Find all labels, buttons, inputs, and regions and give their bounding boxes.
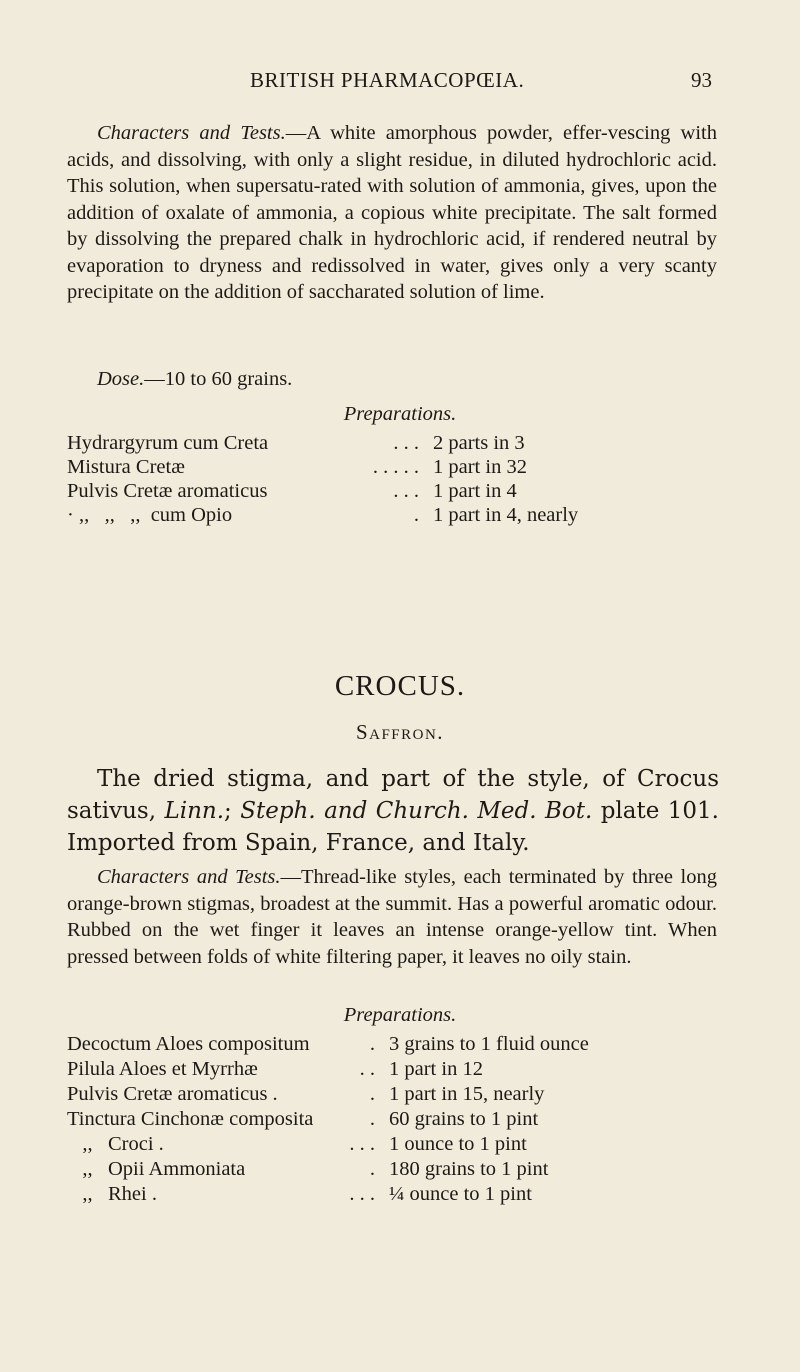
prep-leader: .: [369, 1033, 375, 1055]
prep-row: [67, 431, 578, 455]
creta-characters-label: Characters and Tests.: [97, 122, 286, 144]
prep-row: [67, 1107, 589, 1132]
prep-name: Decoctum Aloes compositum: [67, 1033, 310, 1055]
crocus-characters-label: Characters and Tests.: [97, 866, 281, 888]
running-head: BRITISH PHARMACOPŒIA.: [250, 68, 525, 92]
creta-dose: [97, 368, 292, 391]
creta-preparations-heading: Preparations.: [343, 403, 457, 425]
crocus-description-start: The dried stigma, and part of the style, of Crocus sativus,: [67, 766, 719, 824]
prep-leader: . . .: [349, 1133, 375, 1155]
prep-row: [67, 455, 578, 479]
prep-value: 2 parts in 3: [433, 432, 525, 454]
crocus-description-end: plate 101. Imported from Spain, France, and Italy.: [67, 798, 719, 856]
prep-leader: . . .: [393, 480, 419, 502]
crocus-description: [67, 763, 719, 859]
crocus-preparations-table: [67, 1032, 589, 1207]
prep-row: [67, 1032, 589, 1057]
dose-text: —10 to 60 grains.: [144, 368, 293, 390]
prep-leader: .: [413, 504, 419, 526]
prep-name: Hydrargyrum cum Creta: [67, 432, 269, 454]
prep-row: [67, 1082, 589, 1107]
crocus-subtitle: Saffron.: [355, 720, 445, 744]
page-number: 93: [691, 68, 712, 92]
prep-value: 1 part in 32: [433, 456, 527, 478]
prep-value: 1 part in 12: [389, 1058, 483, 1080]
crocus-description-linn: Linn.: [164, 798, 225, 824]
prep-leader: .: [369, 1083, 375, 1105]
prep-row: [67, 1132, 589, 1157]
prep-value: 1 part in 4: [433, 480, 517, 502]
prep-leader: . .: [359, 1058, 375, 1080]
prep-name: Pulvis Cretæ aromaticus .: [67, 1083, 278, 1105]
crocus-title: CROCUS.: [334, 670, 466, 702]
prep-row: [67, 479, 578, 503]
prep-name: Tinctura Cinchonæ composita: [67, 1108, 314, 1130]
prep-value: 1 part in 15, nearly: [389, 1083, 545, 1105]
prep-value: 3 grains to 1 fluid ounce: [389, 1033, 589, 1055]
prep-name: ,, Rhei .: [67, 1183, 157, 1205]
prep-value: 60 grains to 1 pint: [389, 1108, 539, 1130]
prep-leader: .: [369, 1158, 375, 1180]
prep-value: ¼ ounce to 1 pint: [389, 1183, 532, 1205]
prep-leader: .: [369, 1108, 375, 1130]
crocus-description-sep: ;: [224, 798, 241, 824]
prep-name: Mistura Cretæ: [67, 456, 185, 478]
prep-name: ,, Croci .: [67, 1133, 164, 1155]
crocus-preparations-heading: Preparations.: [343, 1004, 457, 1026]
creta-characters-text: —A white amorphous powder, effer-vescing with acids, and dissolving, with only a slight residue, in diluted hydrochloric acid. This solution, when supersatu-rated with solution of ammonia, gives, upon the addition of oxalate of ammonia, a copious white precipitate. The salt formed by dissolving the prepared chalk in hydrochloric acid, if rendered neutral by evaporation to dryness and redissolved in water, gives only a very scanty precipitate on the addition of saccharated solution of lime.: [67, 122, 717, 303]
crocus-characters-text: —Thread-like styles, each terminated by three long orange-brown stigmas, broadest at the summit. Has a powerful aromatic odour. Rubbed on the wet finger it leaves an intense orange-yellow tint. When pressed between folds of white filtering paper, it leaves no oily stain.: [67, 866, 717, 968]
prep-leader: . . .: [393, 432, 419, 454]
prep-name: · ,, ,, ,, cum Opio: [67, 504, 233, 526]
prep-row: [67, 1057, 589, 1082]
prep-value: 180 grains to 1 pint: [389, 1158, 549, 1180]
prep-name: Pilula Aloes et Myrrhæ: [67, 1058, 258, 1080]
dose-label: Dose.: [97, 368, 145, 390]
creta-preparations-table: [67, 431, 578, 527]
prep-row: [67, 1157, 589, 1182]
prep-value: 1 ounce to 1 pint: [389, 1133, 527, 1155]
prep-row: [67, 1182, 589, 1207]
crocus-characters-paragraph: [67, 864, 717, 970]
prep-name: ,, Opii Ammoniata: [67, 1158, 246, 1180]
prep-name: Pulvis Cretæ aromaticus: [67, 480, 268, 502]
prep-leader: . . .: [349, 1183, 375, 1205]
prep-leader: . . . . .: [372, 456, 419, 478]
prep-row: [67, 503, 578, 527]
prep-value: 1 part in 4, nearly: [433, 504, 579, 526]
crocus-description-ref: Steph. and Church. Med. Bot.: [240, 798, 593, 824]
creta-characters-paragraph: [67, 120, 717, 306]
